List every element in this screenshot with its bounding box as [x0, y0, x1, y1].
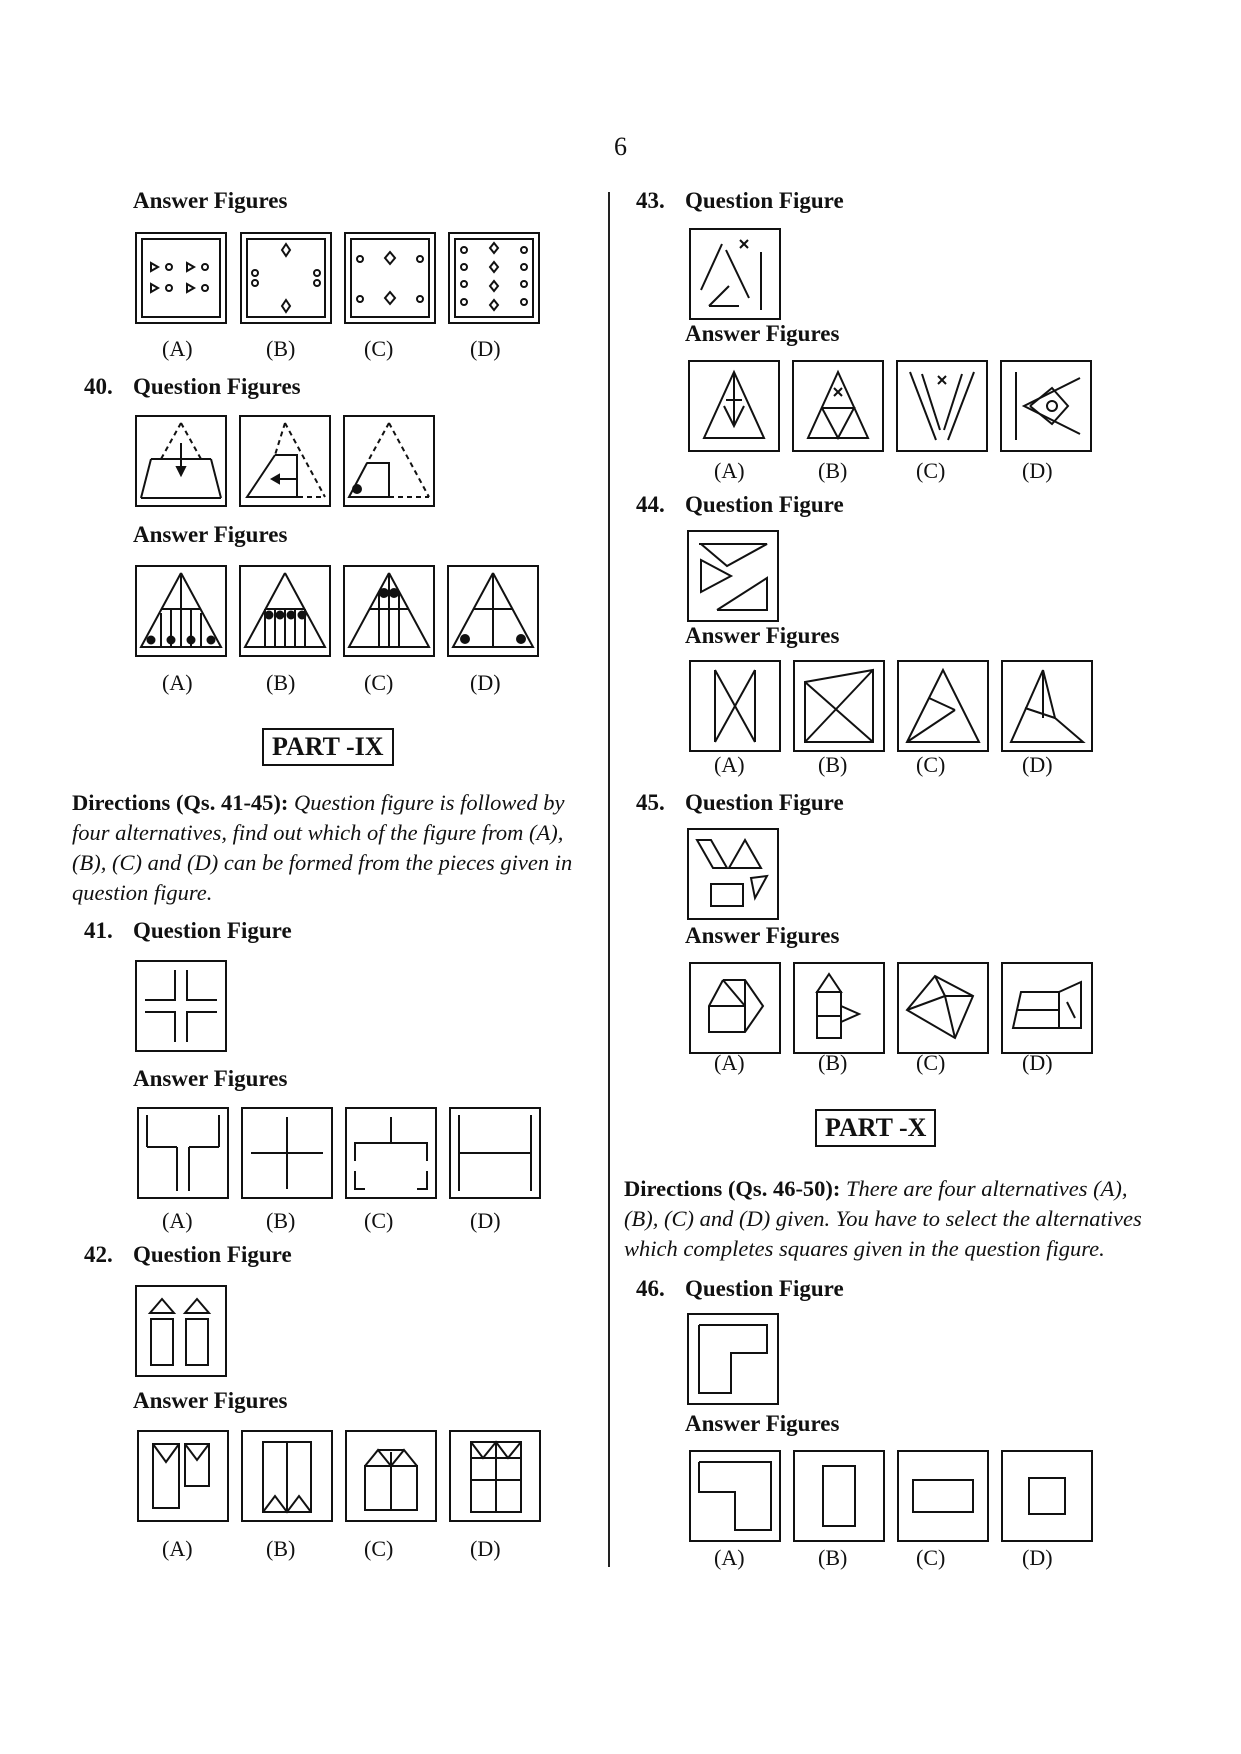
page-number: 6 — [614, 132, 627, 161]
q42-answer-figure-d[interactable] — [449, 1430, 541, 1522]
q39-option-a-label: (A) — [162, 336, 193, 361]
q40-question-figure-2 — [239, 415, 331, 507]
q43-answer-figure-d[interactable] — [1000, 360, 1092, 452]
q40-option-b-label: (B) — [266, 670, 296, 695]
q45-answer-figure-c[interactable] — [897, 962, 989, 1054]
directions-46-50-label: Directions (Qs. 46-50): — [624, 1176, 841, 1201]
q43-option-c-label: (C) — [916, 458, 946, 483]
q43-answer-figure-a[interactable] — [688, 360, 780, 452]
q41-option-b-label: (B) — [266, 1208, 296, 1233]
q45-number: 45. — [636, 790, 665, 815]
q39-answer-figure-b[interactable] — [240, 232, 332, 324]
directions-41-45-label: Directions (Qs. 41-45): — [72, 790, 289, 815]
q42-option-c-label: (C) — [364, 1536, 394, 1561]
q45-option-b-label: (B) — [818, 1050, 848, 1075]
q44-option-b-label: (B) — [818, 752, 848, 777]
q43-option-b-label: (B) — [818, 458, 848, 483]
q42-answer-figure-a[interactable] — [137, 1430, 229, 1522]
q42-option-d-label: (D) — [470, 1536, 501, 1561]
q46-answer-figure-a[interactable] — [689, 1450, 781, 1542]
q46-answer-figure-c[interactable] — [897, 1450, 989, 1542]
q42-number: 42. — [84, 1242, 113, 1267]
q44-answer-figure-d[interactable] — [1001, 660, 1093, 752]
q44-answer-figure-a[interactable] — [689, 660, 781, 752]
q42-option-a-label: (A) — [162, 1536, 193, 1561]
q40-option-c-label: (C) — [364, 670, 394, 695]
q39-answer-figure-a[interactable] — [135, 232, 227, 324]
q40-answer-figure-c[interactable] — [343, 565, 435, 657]
q46-answer-figure-b[interactable] — [793, 1450, 885, 1542]
q40-option-d-label: (D) — [470, 670, 501, 695]
q40-option-a-label: (A) — [162, 670, 193, 695]
q40-answer-figure-b[interactable] — [239, 565, 331, 657]
q44-option-c-label: (C) — [916, 752, 946, 777]
q41-heading: Question Figure — [133, 918, 292, 943]
q41-number: 41. — [84, 918, 113, 943]
q43-number: 43. — [636, 188, 665, 213]
column-divider — [608, 192, 610, 1567]
q46-heading: Question Figure — [685, 1276, 844, 1301]
q41-option-c-label: (C) — [364, 1208, 394, 1233]
q44-answer-figure-c[interactable] — [897, 660, 989, 752]
q39-answer-figure-c[interactable] — [344, 232, 436, 324]
q39-option-d-label: (D) — [470, 336, 501, 361]
q40-answer-heading: Answer Figures — [133, 522, 288, 547]
q46-question-figure — [687, 1313, 779, 1405]
q42-answer-figure-b[interactable] — [241, 1430, 333, 1522]
q43-option-d-label: (D) — [1022, 458, 1053, 483]
q45-answer-figure-d[interactable] — [1001, 962, 1093, 1054]
q40-heading: Question Figures — [133, 374, 301, 399]
q46-option-b-label: (B) — [818, 1545, 848, 1570]
q46-answer-figure-d[interactable] — [1001, 1450, 1093, 1542]
q43-question-figure — [689, 228, 781, 320]
directions-41-45 — [72, 788, 600, 908]
q43-option-a-label: (A) — [714, 458, 745, 483]
q40-answer-figure-d[interactable] — [447, 565, 539, 657]
q45-answer-heading: Answer Figures — [685, 923, 840, 948]
q39-answer-heading: Answer Figures — [133, 188, 288, 213]
q46-answer-heading: Answer Figures — [685, 1411, 840, 1436]
q42-answer-figure-c[interactable] — [345, 1430, 437, 1522]
q45-question-figure — [687, 828, 779, 920]
directions-46-50-text: There are four alternatives (A), (B), (C) and (D) given. You have to select the alternatives which completes squares given in the question figure. — [624, 1176, 1142, 1261]
q45-option-c-label: (C) — [916, 1050, 946, 1075]
q40-question-figure-1 — [135, 415, 227, 507]
q46-option-a-label: (A) — [714, 1545, 745, 1570]
q46-number: 46. — [636, 1276, 665, 1301]
q41-answer-figure-c[interactable] — [345, 1107, 437, 1199]
directions-46-50 — [624, 1174, 1164, 1264]
q44-number: 44. — [636, 492, 665, 517]
q45-heading: Question Figure — [685, 790, 844, 815]
q41-answer-figure-a[interactable] — [137, 1107, 229, 1199]
q44-question-figure — [687, 530, 779, 622]
q42-answer-heading: Answer Figures — [133, 1388, 288, 1413]
q44-answer-figure-b[interactable] — [793, 660, 885, 752]
q41-option-a-label: (A) — [162, 1208, 193, 1233]
q44-answer-heading: Answer Figures — [685, 623, 840, 648]
q41-question-figure — [135, 960, 227, 1052]
q45-answer-figure-a[interactable] — [689, 962, 781, 1054]
q45-answer-figure-b[interactable] — [793, 962, 885, 1054]
q45-option-d-label: (D) — [1022, 1050, 1053, 1075]
q44-option-a-label: (A) — [714, 752, 745, 777]
q43-answer-heading: Answer Figures — [685, 321, 840, 346]
q43-heading: Question Figure — [685, 188, 844, 213]
q43-answer-figure-c[interactable] — [896, 360, 988, 452]
directions-41-45-text: Question figure is followed by four alternatives, find out which of the figure from (A), (B), (C) and (D) can be formed from the pieces given in question figure. — [72, 790, 573, 905]
q44-option-d-label: (D) — [1022, 752, 1053, 777]
q40-answer-figure-a[interactable] — [135, 565, 227, 657]
q46-option-d-label: (D) — [1022, 1545, 1053, 1570]
q39-option-c-label: (C) — [364, 336, 394, 361]
q43-answer-figure-b[interactable] — [792, 360, 884, 452]
q41-answer-heading: Answer Figures — [133, 1066, 288, 1091]
q41-option-d-label: (D) — [470, 1208, 501, 1233]
q45-option-a-label: (A) — [714, 1050, 745, 1075]
q41-answer-figure-b[interactable] — [241, 1107, 333, 1199]
q42-option-b-label: (B) — [266, 1536, 296, 1561]
part-ix-title: PART -IX — [262, 728, 394, 766]
q42-heading: Question Figure — [133, 1242, 292, 1267]
part-x-title: PART -X — [815, 1109, 936, 1147]
q42-question-figure — [135, 1285, 227, 1377]
q40-number: 40. — [84, 374, 113, 399]
q41-answer-figure-d[interactable] — [449, 1107, 541, 1199]
q46-option-c-label: (C) — [916, 1545, 946, 1570]
q40-question-figure-3 — [343, 415, 435, 507]
q44-heading: Question Figure — [685, 492, 844, 517]
q39-answer-figure-d[interactable] — [448, 232, 540, 324]
q39-option-b-label: (B) — [266, 336, 296, 361]
